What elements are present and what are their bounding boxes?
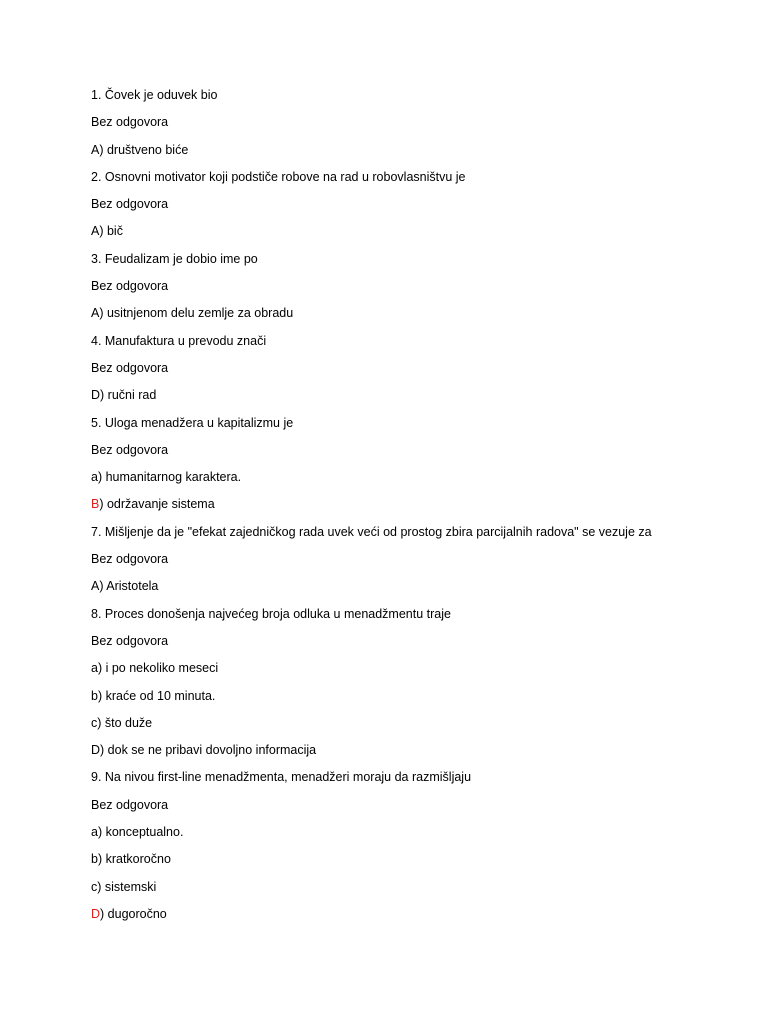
line-text: 5. Uloga menadžera u kapitalizmu je: [91, 415, 294, 430]
document-line: [91, 850, 731, 877]
line-text: 2. Osnovni motivator koji podstiče robove na rad u robovlasništvu je: [91, 169, 466, 184]
line-text: c) sistemski: [91, 879, 157, 894]
line-text: Bez odgovora: [91, 633, 169, 648]
document-line: [91, 441, 731, 468]
quiz-answer-list: [91, 86, 731, 932]
line-text: A) Aristotela: [91, 579, 159, 594]
line-text: Bez odgovora: [91, 797, 169, 812]
line-text: b) kraće od 10 minuta.: [91, 688, 216, 703]
document-line: [91, 332, 731, 359]
document-line: [91, 168, 731, 195]
document-line: [91, 414, 731, 441]
document-line: [91, 195, 731, 222]
document-line: [91, 577, 731, 604]
document-line: [91, 605, 731, 632]
line-text: ) održavanje sistema: [99, 497, 215, 512]
document-line: [91, 823, 731, 850]
line-text: Bez odgovora: [91, 279, 169, 294]
line-text: D) dok se ne pribavi dovoljno informacija: [91, 743, 317, 758]
line-text: Bez odgovora: [91, 552, 169, 567]
document-line: [91, 687, 731, 714]
line-text: D) ručni rad: [91, 388, 157, 403]
document-line: [91, 222, 731, 249]
document-line: [91, 468, 731, 495]
document-line: [91, 304, 731, 331]
document-line: [91, 86, 731, 113]
document-line: [91, 141, 731, 168]
document-line: [91, 741, 731, 768]
line-text: 8. Proces donošenja najvećeg broja odluka u menadžmentu traje: [91, 606, 451, 621]
line-text: Bez odgovora: [91, 115, 169, 130]
line-text: Bez odgovora: [91, 442, 169, 457]
document-line: [91, 659, 731, 686]
line-text: b) kratkoročno: [91, 852, 171, 867]
document-line: [91, 386, 731, 413]
document-line: [91, 550, 731, 577]
line-text: A) usitnjenom delu zemlje za obradu: [91, 306, 294, 321]
document-line: [91, 796, 731, 823]
document-line: [91, 250, 731, 277]
document-line: [91, 359, 731, 386]
line-text: a) humanitarnog karaktera.: [91, 470, 242, 485]
line-text: Bez odgovora: [91, 360, 169, 375]
line-text: 1. Čovek je oduvek bio: [91, 88, 218, 102]
line-text: a) i po nekoliko meseci: [91, 661, 219, 676]
line-text: 4. Manufaktura u prevodu znači: [91, 333, 267, 348]
document-line: [91, 277, 731, 304]
document-line: [91, 905, 731, 932]
line-text: Bez odgovora: [91, 197, 169, 212]
line-text: ) dugoročno: [100, 906, 167, 921]
line-text: A) bič: [91, 224, 123, 239]
line-text: 3. Feudalizam je dobio ime po: [91, 251, 258, 266]
line-text: c) što duže: [91, 715, 153, 730]
document-line: [91, 768, 731, 795]
document-line: [91, 632, 731, 659]
document-line: [91, 495, 731, 522]
document-line: [91, 113, 731, 140]
line-text: 7. Mišljenje da je "efekat zajedničkog rada uvek veći od prostog zbira parcijalnih radova" se vezuje za: [91, 524, 652, 539]
document-line: [91, 523, 731, 550]
line-text: A) društveno biće: [91, 142, 189, 157]
document-line: [91, 714, 731, 741]
line-text: a) konceptualno.: [91, 825, 184, 840]
line-text: 9. Na nivou first-line menadžmenta, menadžeri moraju da razmišljaju: [91, 770, 472, 785]
answer-marker: D: [91, 906, 101, 921]
answer-marker: B: [91, 497, 100, 512]
document-line: [91, 878, 731, 905]
